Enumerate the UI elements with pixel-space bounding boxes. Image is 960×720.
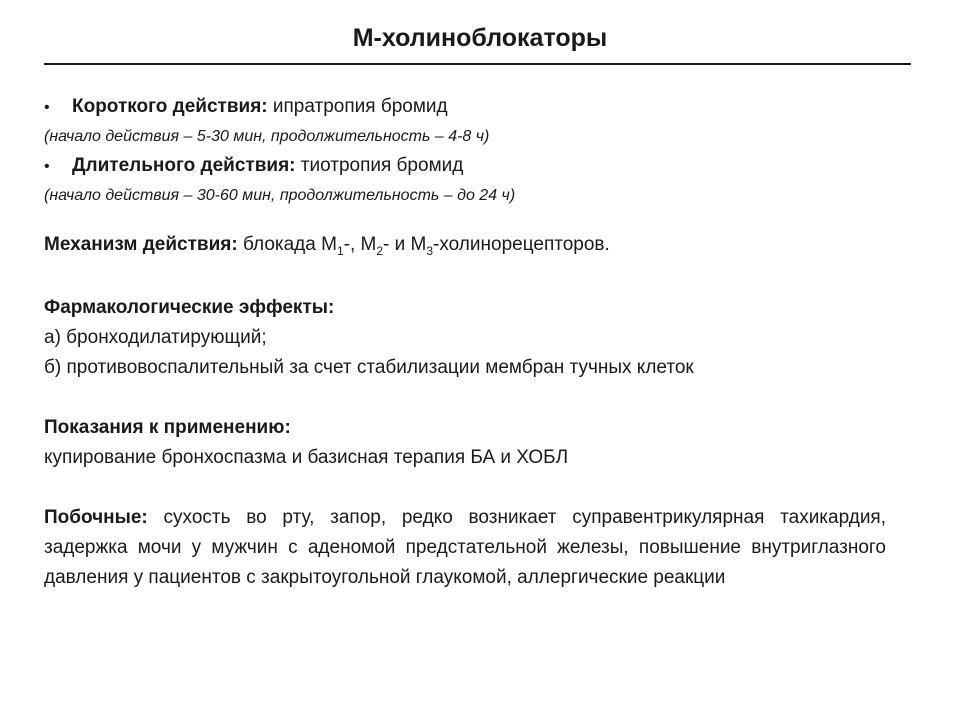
short-action-note: (начало действия – 5-30 мин, продолжительность – 4-8 ч)	[44, 128, 490, 145]
mechanism-label: Механизм действия:	[44, 234, 238, 255]
side-effects-text: сухость во рту, запор, редко возникает суправентрикулярная тахикардия, задержка мочи у мужчин с аденомой предстательной железы, повышение внутриглазного давления у пациентов с закрытоугольной глаукомой, аллергические реакции	[44, 507, 887, 588]
mechanism-line	[44, 230, 886, 260]
side-effects-label: Побочные:	[44, 507, 148, 528]
slide-title: М-холиноблокаторы	[352, 24, 608, 52]
effects-item-b: б) противовоспалительный за счет стабилизации мембран тучных клеток	[44, 357, 694, 378]
short-action-line	[44, 92, 886, 122]
short-action-label: Короткого действия:	[72, 96, 268, 117]
bullet-icon: •	[44, 158, 50, 175]
long-action-line	[44, 151, 886, 181]
indications-text: купирование бронхоспазма и базисная терапия БА и ХОБЛ	[44, 447, 569, 468]
long-action-label: Длительного действия:	[72, 155, 296, 176]
long-action-note: (начало действия – 30-60 мин, продолжительность – до 24 ч)	[44, 187, 516, 204]
bullet-icon: •	[44, 99, 50, 116]
indications-heading: Показания к применению:	[44, 417, 291, 438]
effects-heading: Фармакологические эффекты:	[44, 297, 335, 318]
long-action-drug: тиотропия бромид	[300, 155, 464, 176]
title-divider	[44, 63, 911, 65]
effects-item-a: а) бронходилатирующий;	[44, 327, 267, 348]
side-effects-paragraph	[44, 503, 886, 593]
mechanism-text: блокада $М_1-$, $М_2-$ и $М_3$-холинорецепторов.	[242, 234, 610, 258]
slide-content	[44, 92, 886, 593]
short-action-drug: ипратропия бромид	[272, 96, 448, 117]
